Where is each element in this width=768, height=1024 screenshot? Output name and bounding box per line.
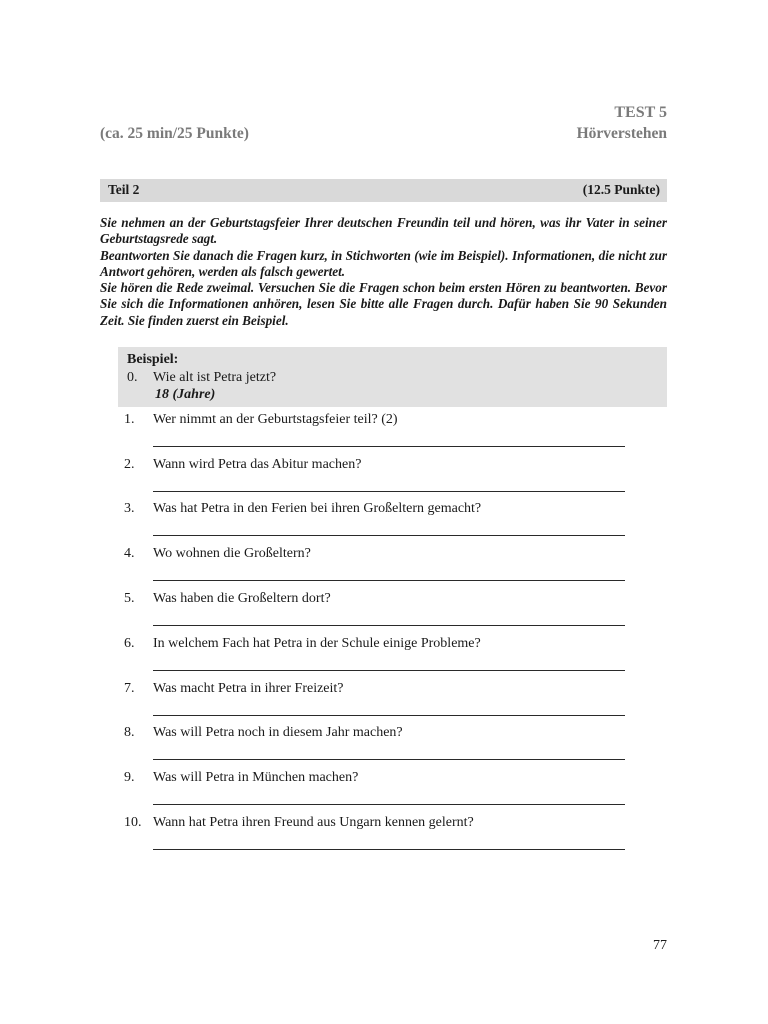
answer-line[interactable]: [153, 491, 625, 492]
question-text: Was haben die Großeltern dort?: [153, 591, 331, 606]
instruction-paragraph: Sie hören die Rede zweimal. Versuchen Sie die Fragen schon beim ersten Hören zu beantworten. Bevor Sie sich die Informationen anhören, lesen Sie bitte alle Fragen durch. Dafür haben Sie 90 Sekunden Zeit. Sie finden zuerst ein Beispiel.: [100, 280, 667, 328]
question-text: In welchem Fach hat Petra in der Schule einige Probleme?: [153, 636, 481, 651]
question-text: Wer nimmt an der Geburtstagsfeier teil? (2): [153, 412, 398, 427]
question-text: Was will Petra in München machen?: [153, 770, 359, 785]
question-number: 10.: [124, 815, 142, 830]
answer-line[interactable]: [153, 670, 625, 671]
question-number: 5.: [124, 591, 135, 606]
part-points: (12.5 Punkte): [582, 182, 660, 197]
question-item: [0, 591, 768, 635]
answer-line[interactable]: [153, 759, 625, 760]
example-number: 0.: [127, 370, 138, 385]
example-question: Wie alt ist Petra jetzt?: [153, 370, 277, 385]
question-number: 4.: [124, 546, 135, 561]
question-text: Was will Petra noch in diesem Jahr machen?: [153, 725, 403, 740]
question-number: 6.: [124, 636, 135, 651]
answer-line[interactable]: [153, 804, 625, 805]
example-answer: 18 (Jahre): [155, 387, 216, 402]
answer-line[interactable]: [153, 625, 625, 626]
answer-line[interactable]: [153, 580, 625, 581]
question-item: [0, 636, 768, 680]
part-label: Teil 2: [108, 182, 140, 197]
question-text: Was hat Petra in den Ferien bei ihren Großeltern gemacht?: [153, 501, 482, 516]
duration-label: (ca. 25 min/25 Punkte): [100, 125, 249, 142]
question-number: 1.: [124, 412, 135, 427]
question-number: 7.: [124, 681, 135, 696]
question-item: [0, 457, 768, 501]
question-number: 3.: [124, 501, 135, 516]
question-number: 9.: [124, 770, 135, 785]
question-item: [0, 501, 768, 545]
question-number: 2.: [124, 457, 135, 472]
question-text: Wann hat Petra ihren Freund aus Ungarn kennen gelernt?: [153, 815, 474, 830]
answer-line[interactable]: [153, 535, 625, 536]
question-text: Wann wird Petra das Abitur machen?: [153, 457, 362, 472]
question-item: [0, 815, 768, 859]
answer-line[interactable]: [153, 715, 625, 716]
test-label: TEST 5: [614, 104, 667, 121]
example-title: Beispiel:: [127, 352, 179, 367]
question-item: [0, 725, 768, 769]
question-item: [0, 681, 768, 725]
answer-line[interactable]: [153, 446, 625, 447]
question-text: Wo wohnen die Großeltern?: [153, 546, 311, 561]
instruction-paragraph: Beantworten Sie danach die Fragen kurz, in Stichworten (wie im Beispiel). Informationen, die nicht zur Antwort gehören, werden als falsch gewertet.: [100, 247, 667, 279]
question-item: [0, 770, 768, 814]
answer-line[interactable]: [153, 849, 625, 850]
question-item: [0, 412, 768, 456]
section-title: Hörverstehen: [576, 125, 667, 142]
instruction-paragraph: Sie nehmen an der Geburtstagsfeier Ihrer deutschen Freundin teil und hören, was ihr Vater in seiner Geburtstagsrede sagt.: [100, 215, 667, 247]
question-text: Was macht Petra in ihrer Freizeit?: [153, 681, 344, 696]
question-item: [0, 546, 768, 590]
page-number: 77: [653, 938, 667, 953]
question-number: 8.: [124, 725, 135, 740]
